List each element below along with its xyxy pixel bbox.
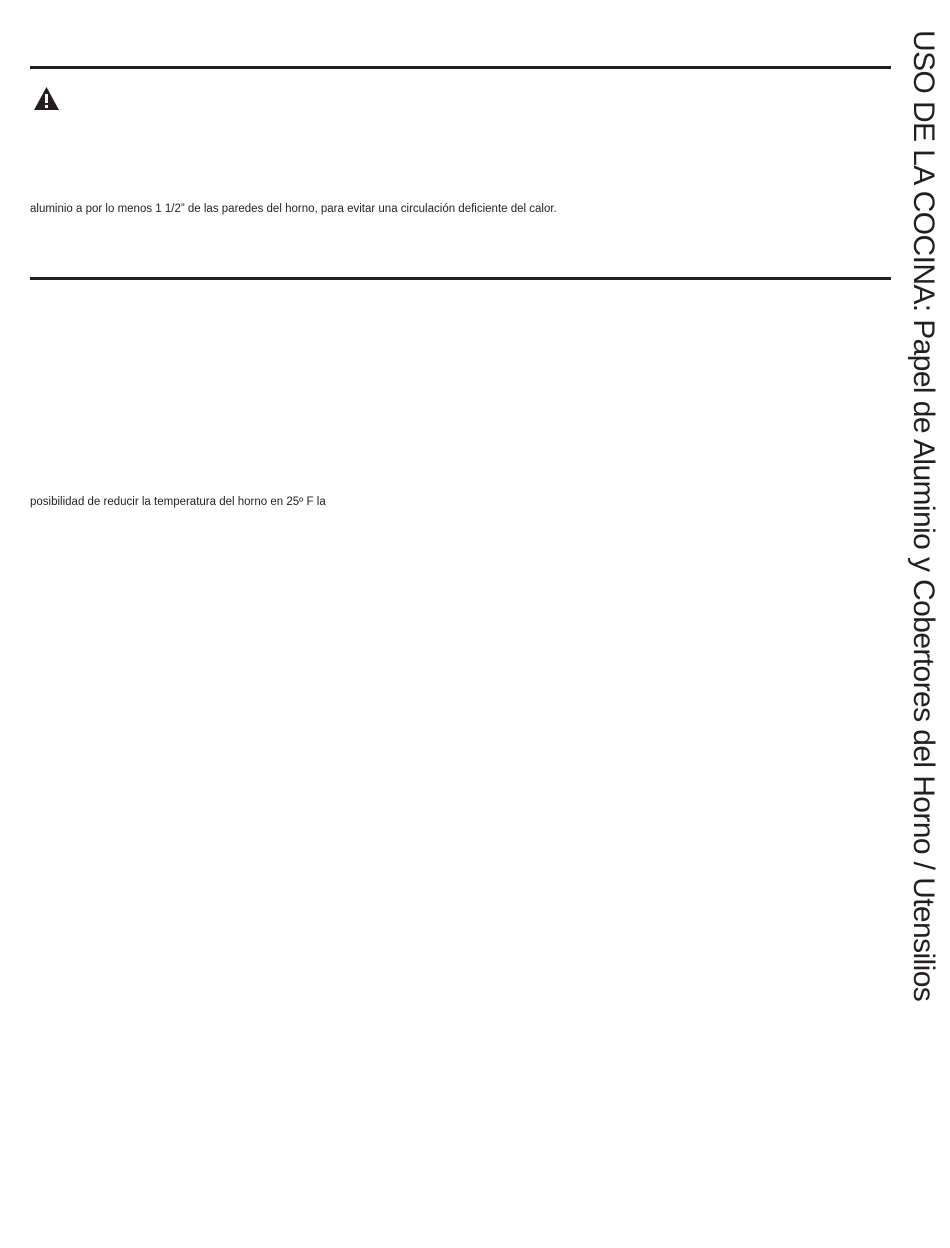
text-line-temperature-reduction: posibilidad de reducir la temperatura del horno en 25º F la (30, 496, 326, 508)
section-divider-middle (30, 277, 891, 280)
warning-triangle-icon (33, 86, 60, 111)
text-line-foil-clearance: aluminio a por lo menos 1 1/2” de las paredes del horno, para evitar una circulación deficiente del calor. (30, 203, 557, 215)
side-title-container (906, 30, 940, 1055)
side-section-title: USO DE LA COCINA: Papel de Aluminio y Cobertores del Horno / Utensilios (907, 30, 940, 1002)
section-divider-top (30, 66, 891, 69)
